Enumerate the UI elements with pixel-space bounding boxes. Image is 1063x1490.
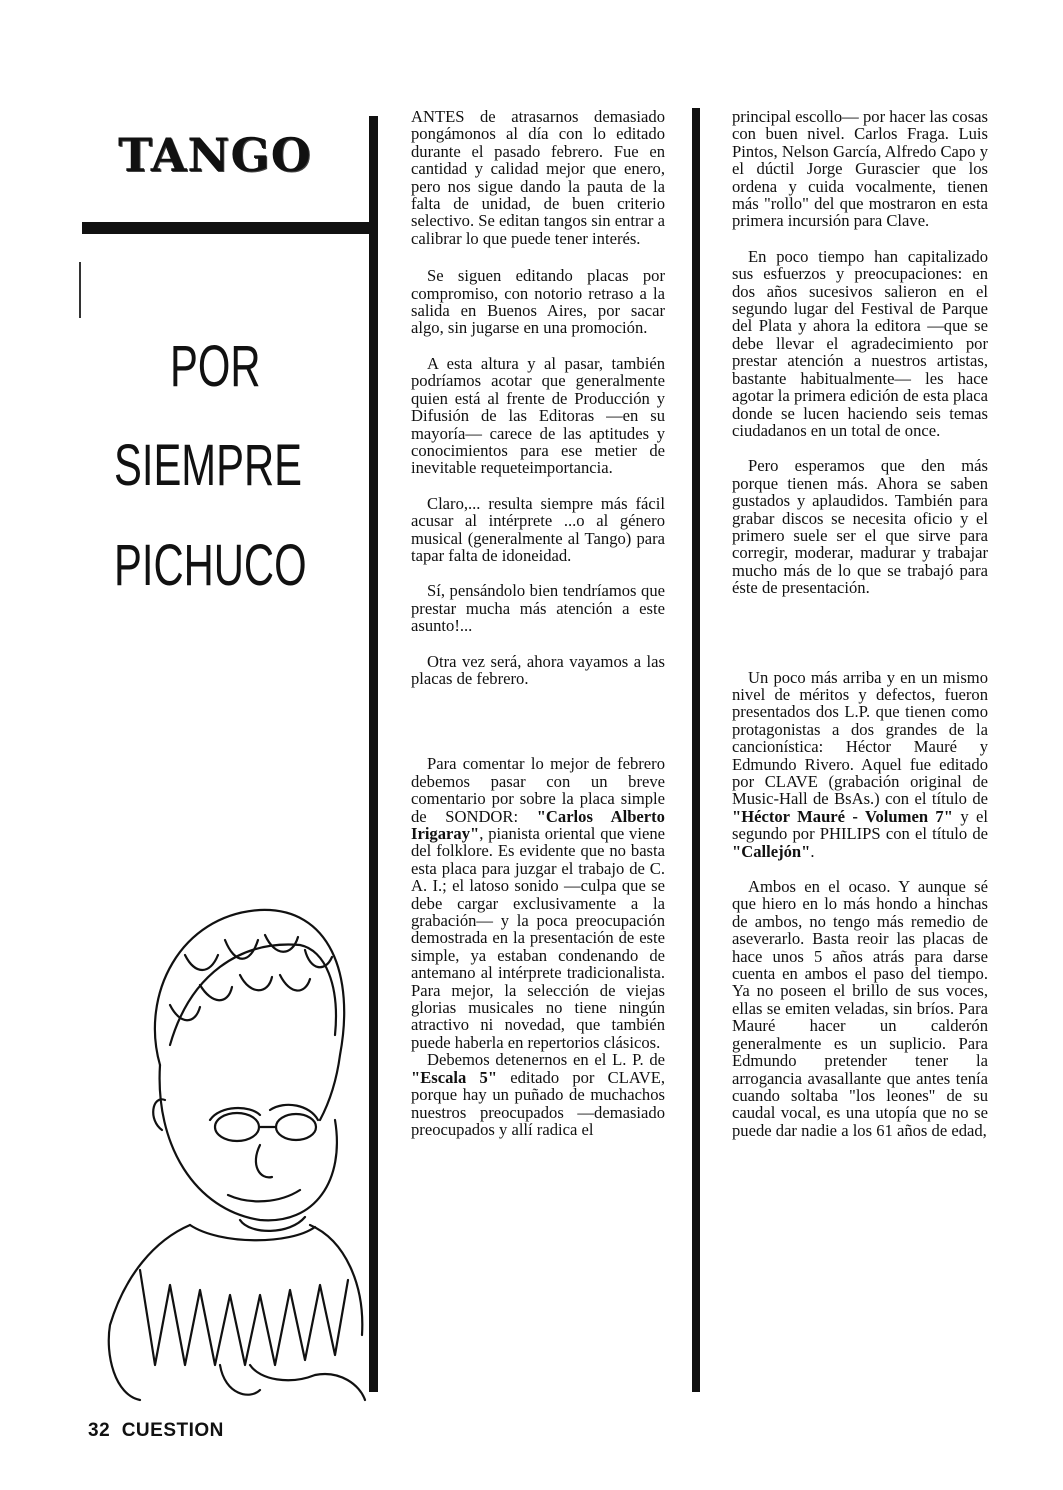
headline-line-3: PICHUCO <box>114 533 307 598</box>
page-footer <box>88 1420 224 1442</box>
paragraph: A esta altura y al pasar, también podríamos acotar que generalmente quien está al frente de Producción y Difusión de las Editoras —en su mayoría— carece de las aptitudes y conocimientos para ese metier de inevitable requeteimportancia. <box>411 353 665 478</box>
column-divider-right <box>692 108 700 1392</box>
paragraph: Sí, pensándolo bien tendríamos que prestar mucha más atención a este asunto!... <box>411 581 665 636</box>
margin-tick <box>79 262 81 318</box>
paragraph: principal escollo— por hacer las cosas con buen nivel. Carlos Fraga. Luis Pintos, Nelson García, Alfredo Capo y el dúctil Jorge Gurascier que los ordena y cuida vocalmente, tienen más "rollo" del que mostraron en esta primera incursión para Clave. <box>732 107 988 231</box>
paragraph: Se siguen editando placas por compromiso, con notorio retraso a la salida en Buenos Aires, por sacar algo, sin jugarse en una promoción. <box>411 266 665 338</box>
caricature-illustration <box>100 895 375 1405</box>
paragraph: Debemos detenernos en el L. P. de "Escala 5" editado por CLAVE, porque hay un puñado de muchachos nuestros preocupados —demasiado preocupados y allí radica el <box>411 1050 665 1139</box>
kicker-rule <box>82 222 372 234</box>
record-title: "Escala 5" <box>411 1067 498 1087</box>
article-column-1 <box>411 108 665 1138</box>
paragraph: En poco tiempo han capitalizado sus esfuerzos y preocupaciones: en dos años sucesivos salieron en el segundo lugar del Festival de Parque del Plata y ahora la editora —que se debe llevar el agradecimiento por prestar atención a nuestros artistas, bastante habitualmente— les hace agotar la primera edición de esta placa donde se lucen haciendo seis temas ciudadanos en un total de once. <box>732 246 988 440</box>
record-title: "Héctor Mauré - Volumen 7" <box>732 806 953 826</box>
paragraph: Ambos en el ocaso. Y aunque sé que hiero en lo más hondo a hinchas de ambos, no tengo más remedio de aseverarlo. Basta reoir las placas de hace unos 5 años atrás para darse cuenta en ambos el paso del tiempo. Ya no poseen el brillo de sus voces, ellas se emiten veladas, sin bríos. Para Mauré hacer un calderón generalmente es un suplicio. Para Edmundo pretender tener la arrogancia avasallante que antes tenía cuando soltaba "los leones" de su caudal vocal, es una utopía que no se puede dar nadie a los 61 años de edad, <box>732 877 988 1140</box>
paragraph: Claro,... resulta siempre más fácil acusar al intérprete ...o al género musical (generalmente al Tango) para tapar falta de idoneidad. <box>411 493 665 565</box>
paragraph: Pero esperamos que den más porque tienen más. Ahora se saben gustados y aplaudidos. También para grabar discos se necesita oficio y el primero suele ser el que sirve para corregir, moderar, madurar y trabajar mucho más de lo que se trabajó para éste de presentación. <box>732 456 988 598</box>
paragraph: Para comentar lo mejor de febrero debemos pasar con un breve comentario por sobre la placa simple de SONDOR: "Carlos Alberto Irigaray", pianista oriental que viene del folklore. Es evidente que no basta esta placa para juzgar el trabajo de C. A. I.; el latoso sonido —culpa que se debe cargar exclusivamente a la grabación— y la poca preocupación demostrada en la presentación de este simple, ya estaban condenando de antemano al intérprete tradicionalista. Para mejor, la selección de viejas glorias musicales no tiene ningún atractivo ni novedad, que también puede haberla en repertorios clásicos. <box>411 754 665 1052</box>
headline-line-1: POR <box>170 334 261 399</box>
paragraph: Un poco más arriba y en un mismo nivel de méritos y defectos, fueron presentados dos L.P. que tienen como protagonistas a dos grandes de la cancionística: Héctor Mauré y Edmundo Rivero. Aquel fue editado por CLAVE (grabación original de Music-Hall de BsAs.) con el título de "Héctor Mauré - Volumen 7" y el segundo por PHILIPS con el título de "Callejón". <box>732 667 988 861</box>
section-kicker: TANGO <box>118 128 312 182</box>
paragraph: Otra vez será, ahora vayamos a las placas de febrero. <box>411 651 665 688</box>
record-title: "Carlos Alberto Irigaray" <box>411 806 665 843</box>
page-number: 32 <box>88 1420 111 1441</box>
magazine-name: CUESTION <box>121 1420 224 1441</box>
record-title: "Callejón" <box>732 841 811 861</box>
article-column-2 <box>732 108 988 1139</box>
paragraph: ANTES de atrasarnos demasiado pongámonos al día con lo editado durante el pasado febrero. Fue en cantidad y calidad mejor que enero, pero nos sigue dando la pauta de la falta de unidad, de buen criterio selectivo. Se editan tangos sin entrar a calibrar lo que puede tener interés. <box>411 107 665 248</box>
column-divider-left <box>369 116 378 1392</box>
headline-line-2: SIEMPRE <box>114 433 302 498</box>
